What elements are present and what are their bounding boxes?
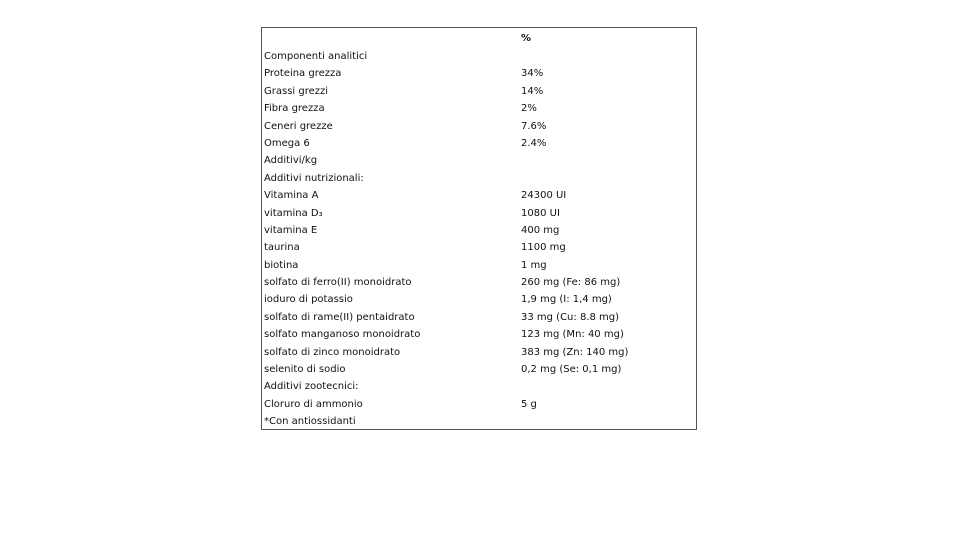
component-value-cell: 260 mg (Fe: 86 mg)	[521, 277, 621, 289]
component-value-cell: 123 mg (Mn: 40 mg)	[521, 329, 624, 341]
component-name-cell: selenito di sodio	[264, 364, 346, 376]
component-value-cell: 400 mg	[521, 224, 560, 236]
table-row	[262, 152, 696, 169]
table-row	[262, 378, 696, 395]
header-percent-cell: %	[521, 33, 532, 44]
component-name-cell: ioduro di potassio	[264, 294, 353, 306]
component-name-cell: Additivi zootecnici:	[264, 381, 359, 393]
component-value-cell: 1 mg	[521, 259, 547, 271]
component-name-cell: Vitamina A	[264, 190, 319, 202]
composition-table	[261, 27, 697, 430]
table-row	[262, 413, 696, 430]
table-row	[262, 118, 696, 135]
component-value-cell: 14%	[521, 85, 544, 97]
table-row	[262, 170, 696, 187]
component-name-cell: Ceneri grezze	[264, 120, 333, 132]
component-value-cell: 1,9 mg (I: 1,4 mg)	[521, 294, 612, 306]
table-row	[262, 187, 696, 204]
component-value-cell: 7.6%	[521, 120, 547, 132]
component-name-cell: Fibra grezza	[264, 103, 325, 115]
component-name-cell: vitamina E	[264, 224, 318, 236]
component-value-cell: 383 mg (Zn: 140 mg)	[521, 346, 629, 358]
component-value-cell: 1080 UI	[521, 207, 560, 219]
component-name-cell: taurina	[264, 242, 300, 254]
component-name-cell: Omega 6	[264, 137, 310, 149]
table-row	[262, 222, 696, 239]
component-name-cell: Grassi grezzi	[264, 85, 329, 97]
table-row	[262, 100, 696, 117]
component-name-cell: *Con antiossidanti	[264, 416, 356, 428]
table-row	[262, 65, 696, 82]
table-row	[262, 361, 696, 378]
table-row	[262, 274, 696, 291]
component-name-cell: Componenti analitici	[264, 51, 368, 62]
component-name-cell: Additivi nutrizionali:	[264, 172, 364, 184]
table-row	[262, 291, 696, 308]
table-header-row	[262, 28, 696, 48]
table-row	[262, 135, 696, 152]
component-name-cell: Additivi/kg	[264, 155, 318, 167]
table-row	[262, 205, 696, 222]
component-value-cell: 2%	[521, 103, 537, 115]
table-row	[262, 344, 696, 361]
component-value-cell: 2.4%	[521, 137, 547, 149]
component-name-cell: Cloruro di ammonio	[264, 398, 363, 410]
component-name-cell: solfato di ferro(II) monoidrato	[264, 277, 412, 289]
table-row	[262, 83, 696, 100]
component-name-cell: Proteina grezza	[264, 68, 342, 80]
table-row	[262, 257, 696, 274]
table-row	[262, 48, 696, 65]
component-name-cell: vitamina D₃	[264, 207, 323, 219]
table-row	[262, 239, 696, 256]
component-value-cell: 24300 UI	[521, 190, 567, 202]
table-row	[262, 309, 696, 326]
table-row	[262, 326, 696, 343]
component-value-cell: 0,2 mg (Se: 0,1 mg)	[521, 364, 622, 376]
component-name-cell: solfato di rame(II) pentaidrato	[264, 311, 415, 323]
component-value-cell: 34%	[521, 68, 544, 80]
table-body	[262, 48, 696, 431]
component-name-cell: solfato manganoso monoidrato	[264, 329, 421, 341]
component-value-cell: 5 g	[521, 398, 537, 410]
component-name-cell: solfato di zinco monoidrato	[264, 346, 401, 358]
component-value-cell: 33 mg (Cu: 8.8 mg)	[521, 311, 620, 323]
table-row	[262, 396, 696, 413]
component-name-cell: biotina	[264, 259, 299, 271]
component-value-cell: 1100 mg	[521, 242, 566, 254]
